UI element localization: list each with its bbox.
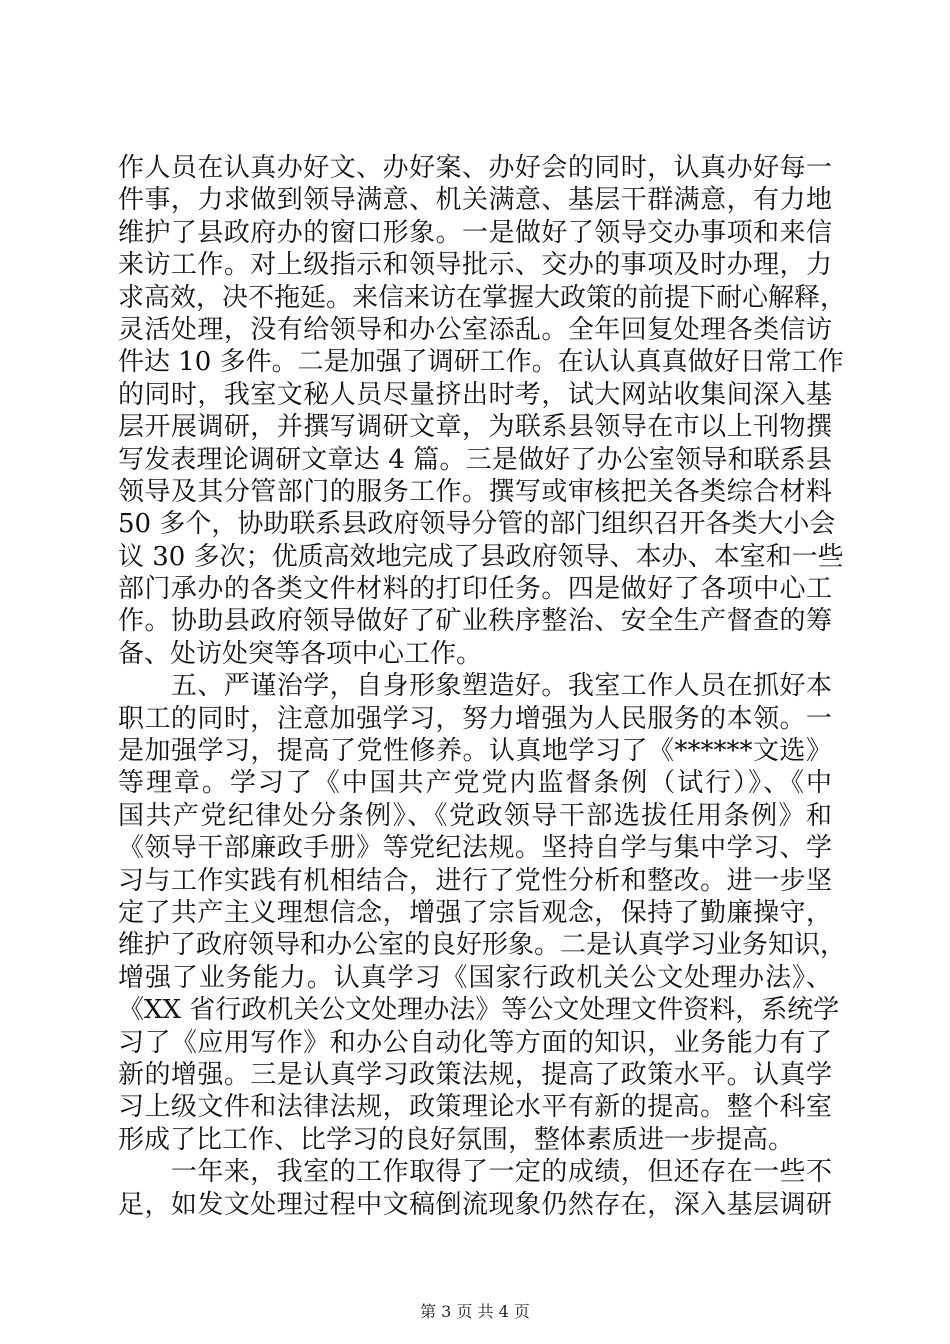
- text-line: 形成了比工作、比学习的良好氛围，整体素质进一步提高。: [118, 1124, 795, 1155]
- text-line: 是加强学习，提高了党性修养。认真地学习了《******文选》: [118, 736, 832, 767]
- text-line: 新的增强。三是认真学习政策法规，提高了政策水平。认真学: [118, 1059, 832, 1090]
- text-line: 的同时，我室文秘人员尽量挤出时考，试大网站收集间深入基: [118, 379, 832, 410]
- page-footer: 第 3 页 共 4 页: [420, 1302, 530, 1321]
- body-text: [118, 152, 847, 1221]
- text-line: 足，如发文处理过程中文稿倒流现象仍然存在，深入基层调研: [118, 1189, 832, 1220]
- text-line: 国共产党纪律处分条例》、《党政领导干部选拔任用条例》和: [118, 800, 832, 831]
- text-line: 定了共产主义理想信念，增强了宗旨观念，保持了勤廉操守，: [118, 897, 832, 928]
- text-line: 五、严谨治学，自身形象塑造好。我室工作人员在抓好本: [118, 671, 832, 702]
- text-line: 件事，力求做到领导满意、机关满意、基层干群满意，有力地: [118, 185, 832, 216]
- text-line: 作。协助县政府领导做好了矿业秩序整治、安全生产督查的筹: [118, 606, 832, 637]
- text-line: 领导及其分管部门的服务工作。撰写或审核把关各类综合材料: [118, 476, 832, 507]
- text-line: 习与工作实践有机相结合，进行了党性分析和整改。进一步坚: [118, 865, 832, 896]
- text-line: 增强了业务能力。认真学习《国家行政机关公文处理办法》、: [118, 962, 832, 993]
- text-line: 等理章。学习了《中国共产党党内监督条例（试行）》、《中: [118, 768, 832, 799]
- text-line: 作人员在认真办好文、办好案、办好会的同时，认真办好每一: [118, 153, 832, 183]
- text-line: 灵活处理，没有给领导和办公室添乱。全年回复处理各类信访: [118, 314, 832, 345]
- text-line: 部门承办的各类文件材料的打印任务。四是做好了各项中心工: [118, 574, 832, 605]
- text-line: 来访工作。对上级指示和领导批示、交办的事项及时办理，力: [118, 250, 832, 281]
- text-line: 写发表理论调研文章达 4 篇。三是做好了办公室领导和联系县: [118, 444, 832, 475]
- text-line: 备、处访处突等各项中心工作。: [118, 638, 483, 669]
- text-line: 50 多个，协助联系县政府领导分管的部门组织召开各类大小会: [118, 509, 836, 540]
- text-line: 议 30 多次；优质高效地完成了县政府领导、本办、本室和一些: [118, 541, 844, 572]
- text-line: 求高效，决不拖延。来信来访在掌握大政策的前提下耐心解释，: [118, 282, 847, 313]
- text-line: 习了《应用写作》和办公自动化等方面的知识，业务能力有了: [118, 1027, 832, 1058]
- text-line: 件达 10 多件。二是加强了调研工作。在认认真真做好日常工作: [118, 347, 844, 378]
- text-line: 职工的同时，注意加强学习，努力增强为人民服务的本领。一: [118, 703, 832, 734]
- text-line: 一年来，我室的工作取得了一定的成绩，但还存在一些不: [118, 1157, 832, 1188]
- text-line: 层开展调研，并撰写调研文章，为联系县领导在市以上刊物撰: [118, 412, 832, 443]
- text-line: 《领导干部廉政手册》等党纪法规。坚持自学与集中学习、学: [118, 833, 832, 864]
- text-line: 习上级文件和法律法规，政策理论水平有新的提高。整个科室: [118, 1092, 832, 1123]
- text-line: 维护了政府领导和办公室的良好形象。二是认真学习业务知识，: [118, 930, 847, 961]
- text-line: 维护了县政府办的窗口形象。一是做好了领导交办事项和来信: [118, 217, 832, 248]
- text-line: 《XX 省行政机关公文处理办法》等公文处理文件资料，系统学: [118, 995, 840, 1026]
